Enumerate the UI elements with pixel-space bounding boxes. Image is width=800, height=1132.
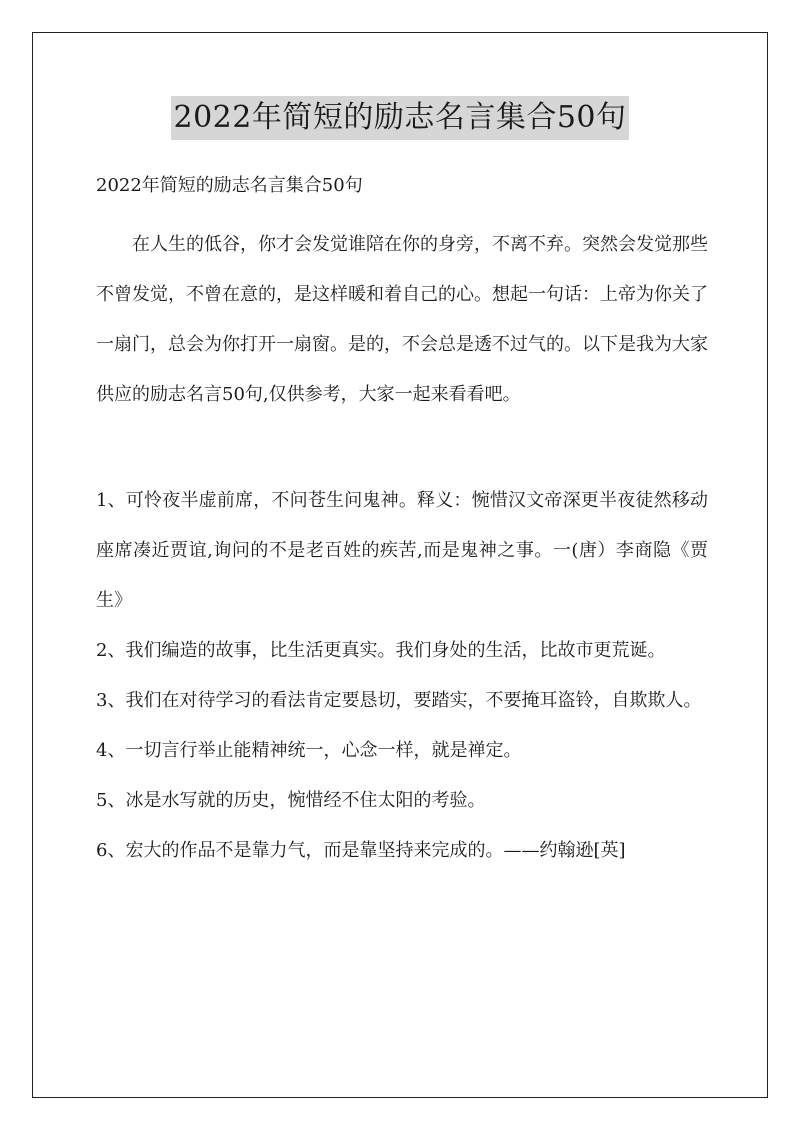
quote-item: 2、我们编造的故事，比生活更真实。我们身处的生活，比故市更荒诞。 [96,640,666,661]
quote-item: 4、一切言行举止能精神统一，心念一样，就是禅定。 [96,740,522,761]
document-subtitle: 2022年简短的励志名言集合50句 [96,175,363,196]
document-body [96,168,708,876]
quote-list [96,476,708,876]
title-container [0,96,800,140]
quote-item: 3、我们在对待学习的看法肯定要恳切，要踏实，不要掩耳盗铃，自欺欺人。 [96,690,702,711]
quote-item: 1、可怜夜半虚前席，不问苍生问鬼神。释义：惋惜汉文帝深更半夜徒然移动座席凑近贾谊,询问的不是老百姓的疾苦,而是鬼神之事。一(唐）李商隐《贾生》 [96,490,708,611]
quote-item: 5、冰是水写就的历史，惋惜经不住太阳的考验。 [96,790,486,811]
document-title: 2022年简短的励志名言集合50句 [171,96,628,140]
quote-item: 6、宏大的作品不是靠力气，而是靠坚持来完成的。——约翰逊[英] [96,840,626,861]
intro-paragraph: 在人生的低谷，你才会发觉谁陪在你的身旁，不离不弃。突然会发觉那些不曾发觉，不曾在意的，是这样暖和着自己的心。想起一句话：上帝为你关了一扇门，总会为你打开一扇窗。是的，不会总是透不过气的。以下是我为大家供应的励志名言50句,仅供参考，大家一起来看看吧。 [96,234,708,405]
